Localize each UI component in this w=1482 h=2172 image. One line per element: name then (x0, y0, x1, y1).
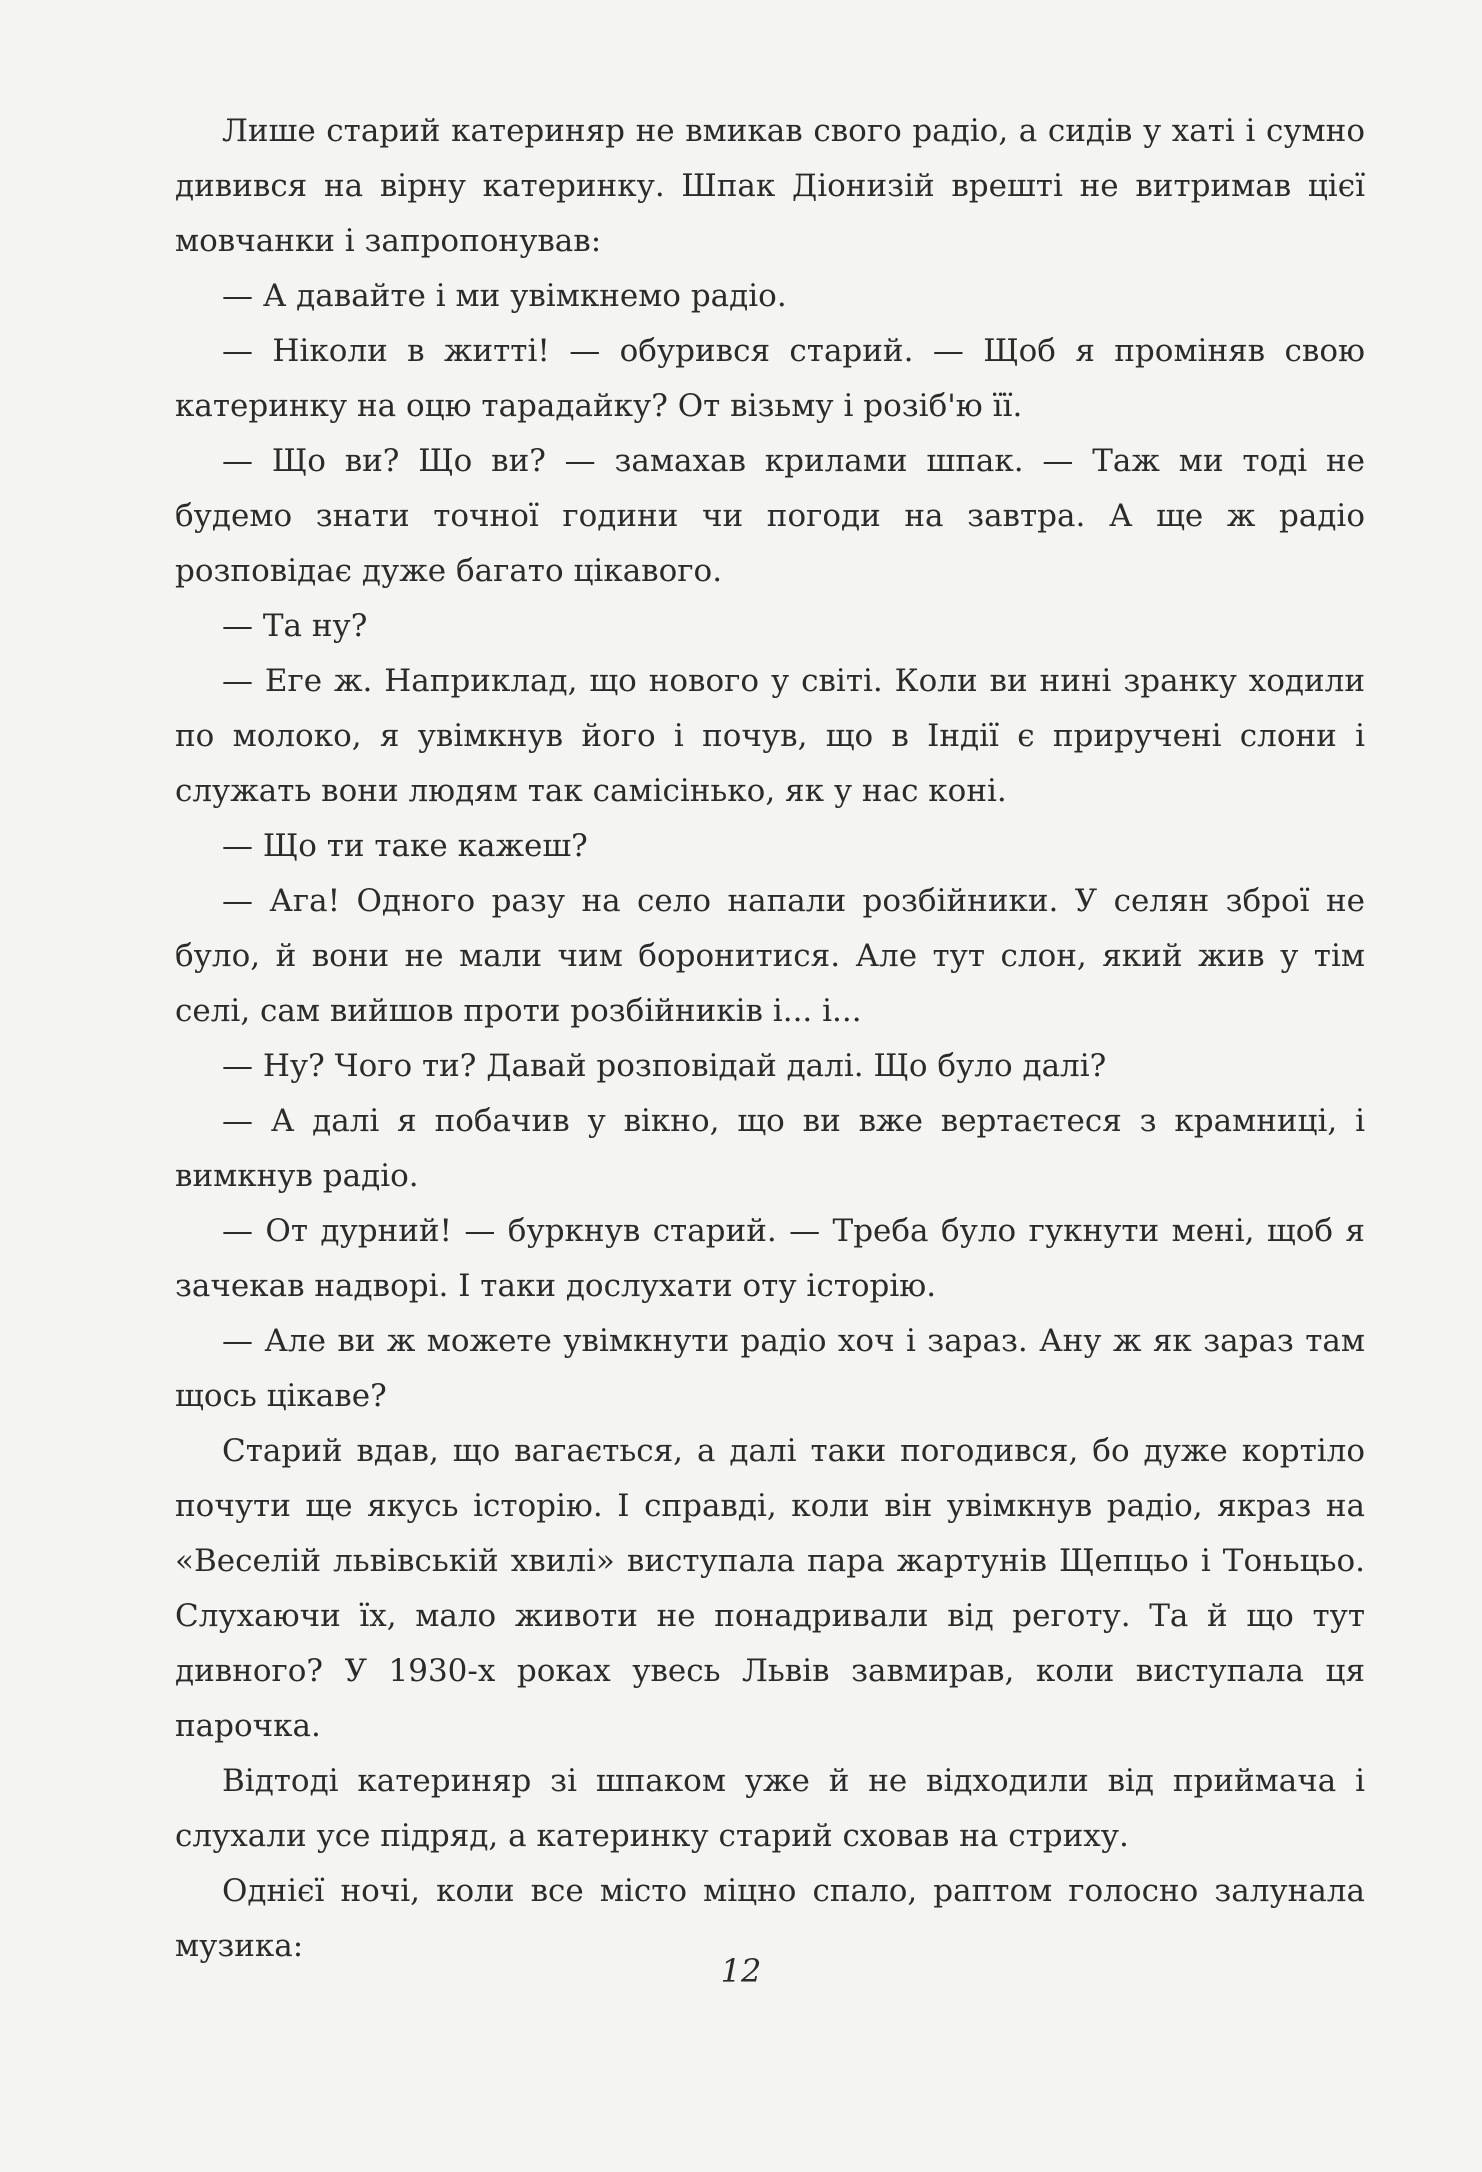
page-number: 12 (720, 1952, 762, 1990)
paragraph: Однієї ночі, коли все місто міцно спало, раптом голосно залунала музика: (175, 1873, 1365, 1964)
paragraph: Відтоді катериняр зі шпаком уже й не відходили від приймача і слухали усе підряд, а катеринку старий сховав на стриху. (175, 1763, 1365, 1854)
paragraph: — От дурний! — буркнув старий. — Треба було гукнути мені, щоб я зачекав надворі. І таки дослухати оту історію. (175, 1213, 1365, 1304)
paragraph: — Еге ж. Наприклад, що нового у світі. Коли ви нині зранку ходили по молоко, я увімкнув його і почув, що в Індії є приручені слони і служать вони людям так самісінько, як у нас коні. (175, 663, 1365, 809)
paragraph: Старий вдав, що вагається, а далі таки погодився, бо дуже кортіло почути ще якусь історію. І справді, коли він увімкнув радіо, якраз на «Веселій львівській хвилі» виступала пара жартунів Щепцьо і Тоньцьо. Слухаючи їх, мало животи не понадривали від реготу. Та й що тут дивного? У 1930-х роках увесь Львів завмирав, коли виступала ця парочка. (175, 1433, 1365, 1744)
paragraph: — А давайте і ми увімкнемо радіо. (222, 278, 787, 314)
paragraph: — Ну? Чого ти? Давай розповідай далі. Що було далі? (222, 1048, 1107, 1084)
paragraph: — Та ну? (222, 608, 368, 644)
paragraph: Лише старий катериняр не вмикав свого радіо, а сидів у хаті і сумно дивився на вірну катеринку. Шпак Діонизій врешті не витримав цієї мовчанки і запропонував: (175, 113, 1365, 259)
paragraph: — Ага! Одного разу на село напали розбійники. У селян зброї не було, й вони не мали чим боронитися. Але тут слон, який жив у тім селі, сам вийшов проти розбійників і... і... (175, 883, 1365, 1029)
paragraph: — Що ви? Що ви? — замахав крилами шпак. — Таж ми тоді не будемо знати точної години чи погоди на завтра. А ще ж радіо розповідає дуже багато цікавого. (175, 443, 1365, 589)
body-text (175, 104, 1365, 1974)
paragraph: — Що ти таке кажеш? (222, 828, 588, 864)
paragraph: — Ніколи в житті! — обурився старий. — Щоб я проміняв свою катеринку на оцю тарадайку? От візьму і розіб'ю її. (175, 333, 1365, 424)
paragraph: — А далі я побачив у вікно, що ви вже вертаєтеся з крамниці, і вимкнув радіо. (175, 1103, 1365, 1194)
paragraph: — Але ви ж можете увімкнути радіо хоч і зараз. Ану ж як зараз там щось цікаве? (175, 1323, 1365, 1414)
